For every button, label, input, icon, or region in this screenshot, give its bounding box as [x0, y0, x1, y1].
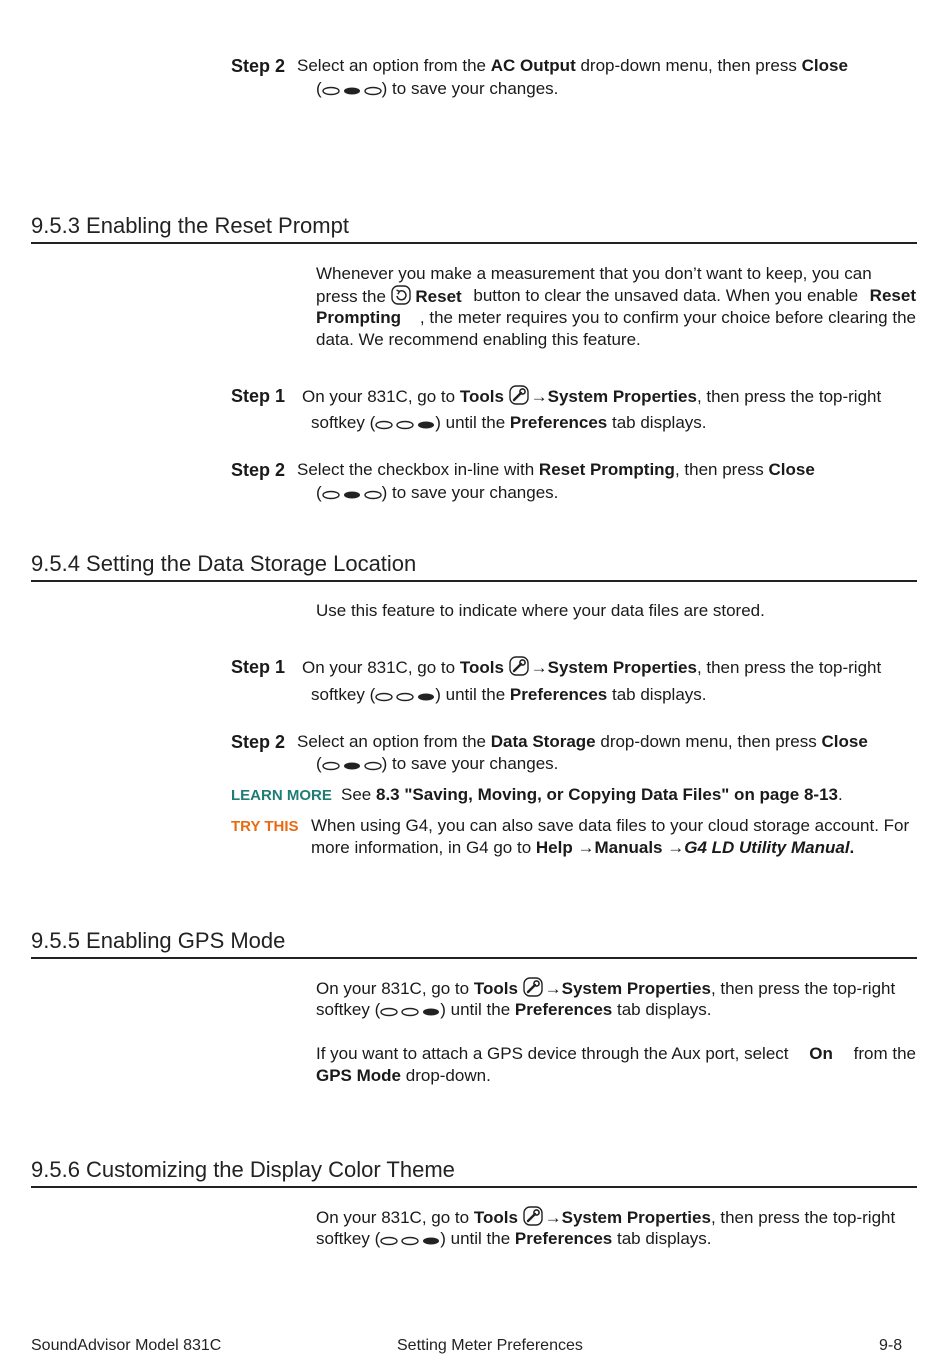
right-arrow-icon: → — [544, 1208, 562, 1227]
step-text-cont: softkey ( ) until the Preferences tab displays. — [311, 413, 707, 432]
softkey-right-icon — [375, 419, 435, 431]
softkey-middle-icon — [322, 85, 382, 97]
section-title: 9.5.4 Setting the Data Storage Location — [31, 551, 417, 576]
right-arrow-icon: → — [530, 658, 548, 677]
paragraph-line: On your 831C, go to Tools →System Properties, then press the top-right — [316, 1208, 896, 1227]
try-this-note — [231, 815, 299, 838]
paragraph-line: softkey ( ) until the Preferences tab displays. — [316, 1229, 712, 1248]
section-title: 9.5.6 Customizing the Display Color Theme — [31, 1157, 455, 1182]
try-this-text: When using G4, you can also save data files to your cloud storage account. For — [311, 816, 910, 835]
section-heading — [31, 927, 917, 959]
paragraph-line: GPS Mode drop-down. — [316, 1066, 491, 1085]
section-heading — [31, 1156, 917, 1188]
step-label: Step 2 — [231, 56, 286, 76]
try-this-text-cont: more information, in G4 go to Help →Manuals →G4 LD Utility Manual. — [311, 838, 855, 857]
step-text-cont: ( ) to save your changes. — [316, 79, 559, 98]
footer-center: Setting Meter Preferences — [397, 1337, 583, 1354]
step-label: Step 1 — [231, 657, 286, 677]
wrench-icon — [509, 656, 531, 676]
right-arrow-icon: → — [577, 838, 595, 857]
paragraph-line: press the Reset button to clear the unsaved data. When you enable Reset — [316, 286, 916, 306]
step-text: On your 831C, go to Tools →System Properties, then press the top-right — [302, 387, 882, 406]
step-text-cont: ( ) to save your changes. — [316, 754, 559, 773]
step-text-cont: ( ) to save your changes. — [316, 483, 559, 502]
paragraph-line: Use this feature to indicate where your data files are stored. — [316, 601, 765, 620]
right-arrow-icon: → — [544, 979, 562, 998]
page-number: 9-8 — [879, 1337, 903, 1354]
step-text: Select an option from the Data Storage drop-down menu, then press Close — [297, 732, 868, 751]
paragraph-line: On your 831C, go to Tools →System Properties, then press the top-right — [316, 979, 896, 998]
section-title: 9.5.5 Enabling GPS Mode — [31, 928, 286, 953]
step-text-cont: softkey ( ) until the Preferences tab displays. — [311, 685, 707, 704]
cross-reference-link[interactable]: 8.3 "Saving, Moving, or Copying Data Files" on page 8-13 — [375, 785, 838, 804]
ac-output-label: AC Output — [490, 56, 576, 75]
step-text: Select the checkbox in-line with Reset Prompting, then press Close — [297, 460, 815, 479]
wrench-icon — [523, 977, 545, 997]
close-label: Close — [801, 56, 848, 75]
wrench-icon — [523, 1206, 545, 1226]
footer-left: SoundAdvisor Model 831C — [31, 1337, 222, 1354]
reset-icon — [391, 285, 411, 305]
section-heading — [31, 550, 917, 582]
step-label: Step 2 — [231, 460, 286, 480]
step-label: Step 1 — [231, 386, 286, 406]
right-arrow-icon: → — [530, 387, 548, 406]
paragraph-line: softkey ( ) until the Preferences tab displays. — [316, 1000, 712, 1019]
softkey-middle-icon — [322, 760, 382, 772]
try-this-label: TRY THIS — [231, 818, 299, 835]
step-text: Select an option from the AC Output drop-down menu, then press Close — [297, 56, 848, 75]
step-text: On your 831C, go to Tools →System Properties, then press the top-right — [302, 658, 882, 677]
wrench-icon — [509, 385, 531, 405]
paragraph-line: If you want to attach a GPS device through the Aux port, select On from the — [316, 1044, 916, 1063]
learn-more-text: See 8.3 "Saving, Moving, or Copying Data Files" on page 8-13. — [341, 785, 843, 804]
softkey-middle-icon — [322, 489, 382, 501]
softkey-right-icon — [380, 1006, 440, 1018]
step-label: Step 2 — [231, 732, 286, 752]
softkey-right-icon — [380, 1235, 440, 1247]
paragraph-line: Whenever you make a measurement that you don’t want to keep, you can — [316, 264, 872, 283]
learn-more-note — [231, 784, 332, 807]
softkey-right-icon — [375, 691, 435, 703]
paragraph-line: Prompting , the meter requires you to confirm your choice before clearing the — [316, 308, 916, 327]
section-title: 9.5.3 Enabling the Reset Prompt — [31, 213, 349, 238]
section-heading — [31, 212, 917, 244]
paragraph-line: data. We recommend enabling this feature. — [316, 330, 641, 349]
learn-more-label: LEARN MORE — [231, 787, 332, 804]
right-arrow-icon: → — [667, 838, 685, 857]
